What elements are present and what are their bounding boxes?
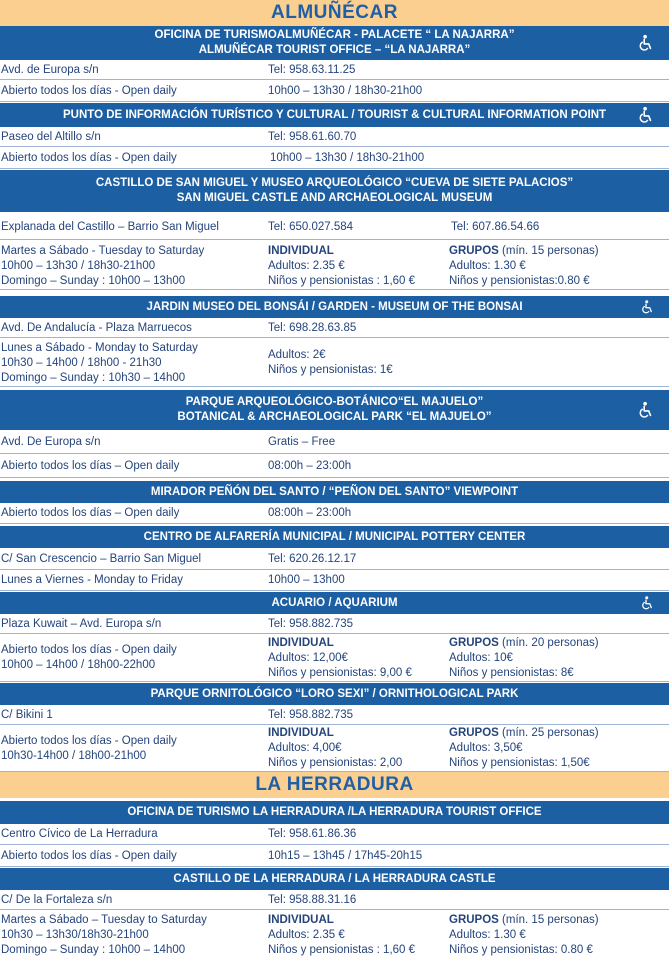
price-label: GRUPOS bbox=[449, 914, 499, 926]
opening-hours: 10h00 – 13h30 / 18h30-21h00 bbox=[270, 152, 425, 164]
info-row bbox=[0, 548, 669, 570]
info-row bbox=[0, 614, 669, 634]
phone: Tel: 958.61.60.70 bbox=[268, 131, 357, 143]
section-title: PUNTO DE INFORMACIÓN TURÍSTICO Y CULTURAL / TOURIST & CULTURAL INFORMATION POINT bbox=[62, 108, 607, 121]
opening-hours: 10h00 – 13h30 / 18h30-21h00 bbox=[268, 85, 423, 97]
opening-days: Lunes a Sábado - Monday to Saturday bbox=[1, 342, 198, 354]
price-label: INDIVIDUAL bbox=[268, 245, 334, 257]
opening-hours: 10h30-14h00 / 18h00-21h00 bbox=[1, 750, 147, 762]
phone: Tel: 958.63.11.25 bbox=[268, 64, 356, 76]
opening-hours: 10h00 – 13h00 bbox=[268, 574, 345, 586]
section-title: CENTRO DE ALFARERÍA MUNICIPAL / MUNICIPAL POTTERY CENTER bbox=[143, 530, 526, 543]
opening-hours: 08:00h – 23:00h bbox=[268, 507, 352, 519]
section-title-en: SAN MIGUEL CASTLE AND ARCHAEOLOGICAL MUSEUM bbox=[176, 192, 493, 204]
address: Plaza Kuwait – Avd. Europa s/n bbox=[1, 618, 162, 630]
info-row bbox=[0, 454, 669, 478]
address: Paseo del Altillo s/n bbox=[1, 131, 101, 143]
phone: Tel: 620.26.12.17 bbox=[268, 553, 357, 565]
group-minimum: (mín. 15 personas) bbox=[502, 245, 599, 257]
opening-hours: 10h30 – 13h30/18h30-21h00 bbox=[1, 929, 149, 941]
price-label: INDIVIDUAL bbox=[268, 914, 334, 926]
price: Niños y pensionistas: 9,00 € bbox=[268, 667, 412, 679]
phone: Tel: 650.027.584 bbox=[268, 221, 354, 233]
opening-days: Abierto todos los días - Open daily bbox=[1, 644, 177, 656]
town-title-almunecar: ALMUÑÉCAR bbox=[0, 0, 669, 26]
opening-days: Domingo – Sunday : 10h00 – 13h00 bbox=[1, 275, 186, 287]
section-header-info-point bbox=[0, 103, 669, 127]
info-row bbox=[0, 147, 669, 169]
price: Adultos: 3,50€ bbox=[449, 742, 523, 754]
section-title-es: PARQUE ARQUEOLÓGICO-BOTÁNICO“EL MAJUELO” bbox=[185, 396, 484, 408]
opening-days: Abierto todos los días - Open daily bbox=[1, 735, 177, 747]
info-row bbox=[0, 240, 669, 290]
section-title-es: CASTILLO DE SAN MIGUEL Y MUSEO ARQUEOLÓGICO “CUEVA DE SIETE PALACIOS” bbox=[95, 177, 574, 189]
address: Avd. de Europa s/n bbox=[1, 64, 99, 76]
opening-days: Domingo – Sunday : 10h00 – 14h00 bbox=[1, 944, 186, 956]
price: Adultos: 1.30 € bbox=[449, 260, 526, 272]
price: Adultos: 1.30 € bbox=[449, 929, 526, 941]
info-row bbox=[0, 212, 669, 240]
section-header-mirador bbox=[0, 481, 669, 503]
opening-hours: 10h15 – 13h45 / 17h45-20h15 bbox=[268, 850, 423, 862]
info-row bbox=[0, 845, 669, 867]
section-header-herradura-office bbox=[0, 801, 669, 824]
town-title-la-herradura: LA HERRADURA bbox=[0, 772, 669, 798]
info-row bbox=[0, 570, 669, 591]
section-title: MIRADOR PEÑÓN DEL SANTO / “PEÑON DEL SANTO” VIEWPOINT bbox=[150, 485, 519, 498]
info-row bbox=[0, 503, 669, 524]
section-title: OFICINA DE TURISMO LA HERRADURA /LA HERRADURA TOURIST OFFICE bbox=[127, 806, 542, 818]
info-row bbox=[0, 634, 669, 682]
price: Niños y pensionistas: 1€ bbox=[268, 364, 393, 376]
section-header-ornithological-park bbox=[0, 683, 669, 705]
info-row bbox=[0, 338, 669, 387]
price: Adultos: 2.35 € bbox=[268, 260, 345, 272]
price-label: GRUPOS bbox=[449, 727, 499, 739]
section-title-en: BOTANICAL & ARCHAEOLOGICAL PARK “EL MAJUELO” bbox=[177, 411, 492, 423]
price: Adultos: 2€ bbox=[268, 349, 326, 361]
section-header-tourist-office bbox=[0, 26, 669, 60]
section-header-herradura-castle bbox=[0, 868, 669, 890]
opening-days: Abierto todos los días - Open daily bbox=[1, 152, 177, 164]
phone: Tel: 958.882.735 bbox=[268, 709, 354, 721]
section-title: CASTILLO DE LA HERRADURA / LA HERRADURA CASTLE bbox=[173, 872, 496, 885]
info-row bbox=[0, 890, 669, 910]
price-label: GRUPOS bbox=[449, 245, 499, 257]
section-header-pottery bbox=[0, 526, 669, 548]
opening-days: Abierto todos los días - Open daily bbox=[1, 85, 177, 97]
group-minimum: (mín. 20 personas) bbox=[502, 637, 599, 649]
section-header-castle bbox=[0, 170, 669, 212]
section-title: ACUARIO / AQUARIUM bbox=[271, 596, 398, 609]
opening-days: Abierto todos los días – Open daily bbox=[1, 460, 180, 472]
address: Explanada del Castillo – Barrio San Miguel bbox=[1, 221, 219, 233]
opening-days: Lunes a Viernes - Monday to Friday bbox=[1, 574, 183, 586]
phone: Tel: 698.28.63.85 bbox=[268, 322, 357, 334]
info-row bbox=[0, 725, 669, 772]
opening-hours: 10h00 – 13h30 / 18h30-21h00 bbox=[1, 260, 156, 272]
opening-hours: 08:00h – 23:00h bbox=[268, 460, 352, 472]
phone: Tel: 607.86.54.66 bbox=[451, 221, 540, 233]
info-row bbox=[0, 318, 669, 338]
opening-days: Abierto todos los días - Open daily bbox=[1, 850, 177, 862]
group-minimum: (mín. 25 personas) bbox=[502, 727, 599, 739]
address: C/ De la Fortaleza s/n bbox=[1, 894, 113, 906]
opening-days: Martes a Sábado – Tuesday to Saturday bbox=[1, 914, 207, 926]
address: C/ San Crescencio – Barrio San Miguel bbox=[1, 553, 202, 565]
info-row bbox=[0, 705, 669, 725]
opening-days: Domingo – Sunday : 10h30 – 14h00 bbox=[1, 372, 186, 384]
price: Gratis – Free bbox=[268, 436, 336, 448]
info-row bbox=[0, 824, 669, 845]
info-row bbox=[0, 127, 669, 147]
opening-hours: 10h30 – 14h00 / 18h00 - 21h30 bbox=[1, 357, 162, 369]
info-row bbox=[0, 910, 669, 960]
price: Niños y pensionistas: 8€ bbox=[449, 667, 574, 679]
wheelchair-icon bbox=[637, 106, 655, 124]
price: Niños y pensionistas : 1,60 € bbox=[268, 944, 416, 956]
price-label: INDIVIDUAL bbox=[268, 727, 334, 739]
wheelchair-icon bbox=[637, 34, 655, 52]
price-label: INDIVIDUAL bbox=[268, 637, 334, 649]
section-title-es: OFICINA DE TURISMOALMUÑÉCAR - PALACETE “ LA NAJARRA” bbox=[154, 29, 515, 41]
price: Niños y pensionistas: 2,00 bbox=[268, 757, 403, 769]
price: Niños y pensionistas:0.80 € bbox=[449, 275, 590, 287]
price: Niños y pensionistas: 0.80 € bbox=[449, 944, 593, 956]
phone: Tel: 958.882.735 bbox=[268, 618, 354, 630]
opening-days: Abierto todos los días – Open daily bbox=[1, 507, 180, 519]
section-title: PARQUE ORNITOLÓGICO “LORO SEXI” / ORNITHOLOGICAL PARK bbox=[150, 687, 519, 700]
section-header-bonsai bbox=[0, 296, 669, 318]
price-label: GRUPOS bbox=[449, 637, 499, 649]
wheelchair-icon bbox=[637, 401, 655, 419]
section-header-majuelo bbox=[0, 390, 669, 430]
price: Niños y pensionistas : 1,60 € bbox=[268, 275, 416, 287]
info-row bbox=[0, 430, 669, 454]
wheelchair-icon bbox=[640, 300, 655, 315]
address: Avd. De Andalucía - Plaza Marruecos bbox=[1, 322, 192, 334]
address: Centro Cívico de La Herradura bbox=[1, 828, 158, 840]
address: C/ Bikini 1 bbox=[1, 709, 53, 721]
info-row bbox=[0, 80, 669, 102]
wheelchair-icon bbox=[640, 596, 655, 611]
section-header-aquarium bbox=[0, 592, 669, 614]
opening-hours: 10h00 – 14h00 / 18h00-22h00 bbox=[1, 659, 156, 671]
address: Avd. De Europa s/n bbox=[1, 436, 101, 448]
price: Adultos: 10€ bbox=[449, 652, 513, 664]
phone: Tel: 958.61.86.36 bbox=[268, 828, 357, 840]
opening-days: Martes a Sábado - Tuesday to Saturday bbox=[1, 245, 205, 257]
phone: Tel: 958.88.31.16 bbox=[268, 894, 357, 906]
info-row bbox=[0, 60, 669, 80]
price: Niños y pensionistas: 1,50€ bbox=[449, 757, 590, 769]
price: Adultos: 2.35 € bbox=[268, 929, 345, 941]
group-minimum: (mín. 15 personas) bbox=[502, 914, 599, 926]
price: Adultos: 4,00€ bbox=[268, 742, 342, 754]
section-title: JARDIN MUSEO DEL BONSÁI / GARDEN - MUSEUM OF THE BONSAI bbox=[146, 300, 523, 313]
section-title-en: ALMUÑÉCAR TOURIST OFFICE – “LA NAJARRA” bbox=[198, 44, 471, 56]
price: Adultos: 12,00€ bbox=[268, 652, 348, 664]
